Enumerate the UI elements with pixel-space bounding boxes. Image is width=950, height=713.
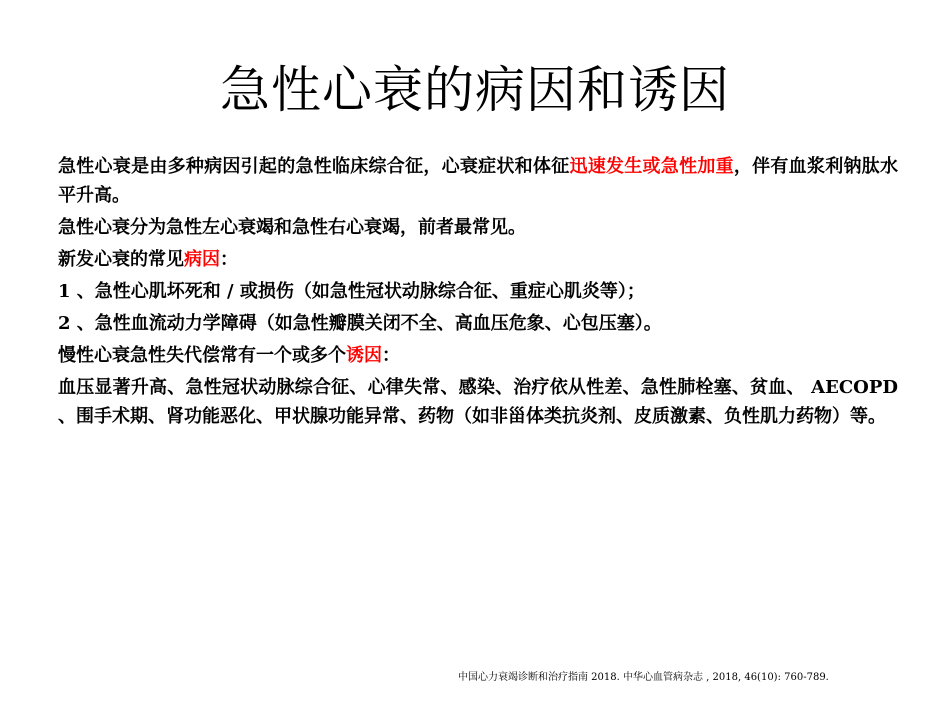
cause-item-1: 1 、急性心肌坏死和 / 或损伤（如急性冠状动脉综合征、重症心肌炎等）； (58, 281, 645, 302)
definition-paragraph (58, 152, 898, 210)
causes-heading (58, 245, 898, 274)
causes-heading-colon: ： (220, 249, 238, 270)
citation-footnote: 中国心力衰竭诊断和治疗指南 2018. 中华心血管病杂志 , 2018, 46(10): 760-789. (458, 672, 829, 683)
definition-highlight: 迅速发生或急性加重 (569, 156, 734, 177)
slide-title: 急性心衰的病因和诱因 (220, 61, 730, 119)
definition-text-end: ，伴有血浆利钠肽水平升高。 (58, 156, 899, 206)
triggers-list: 血压显著升高、急性冠状动脉综合征、心律失常、感染、治疗依从性差、急性肺栓塞、贫血、 AECOPD 、围手术期、肾功能恶化、甲状腺功能异常、药物（如非甾体类抗炎剂、皮质激素、负性肌力药物）等。 (58, 377, 898, 427)
causes-heading-text: 新发心衰的常见 (58, 249, 184, 270)
triggers-heading-colon: ： (382, 345, 400, 366)
triggers-heading (58, 341, 898, 370)
causes-highlight: 病因 (184, 249, 220, 270)
cause-item-2: 2 、急性血流动力学障碍（如急性瓣膜关闭不全、高血压危象、心包压塞）。 (58, 313, 662, 334)
classification-paragraph: 急性心衰分为急性左心衰竭和急性右心衰竭，前者最常见。 (58, 217, 526, 238)
slide-body (58, 152, 898, 434)
triggers-heading-text: 慢性心衰急性失代偿常有一个或多个 (58, 345, 346, 366)
triggers-highlight: 诱因 (346, 345, 382, 366)
definition-text: 急性心衰是由多种病因引起的急性临床综合征，心衰症状和体征 (58, 156, 570, 177)
